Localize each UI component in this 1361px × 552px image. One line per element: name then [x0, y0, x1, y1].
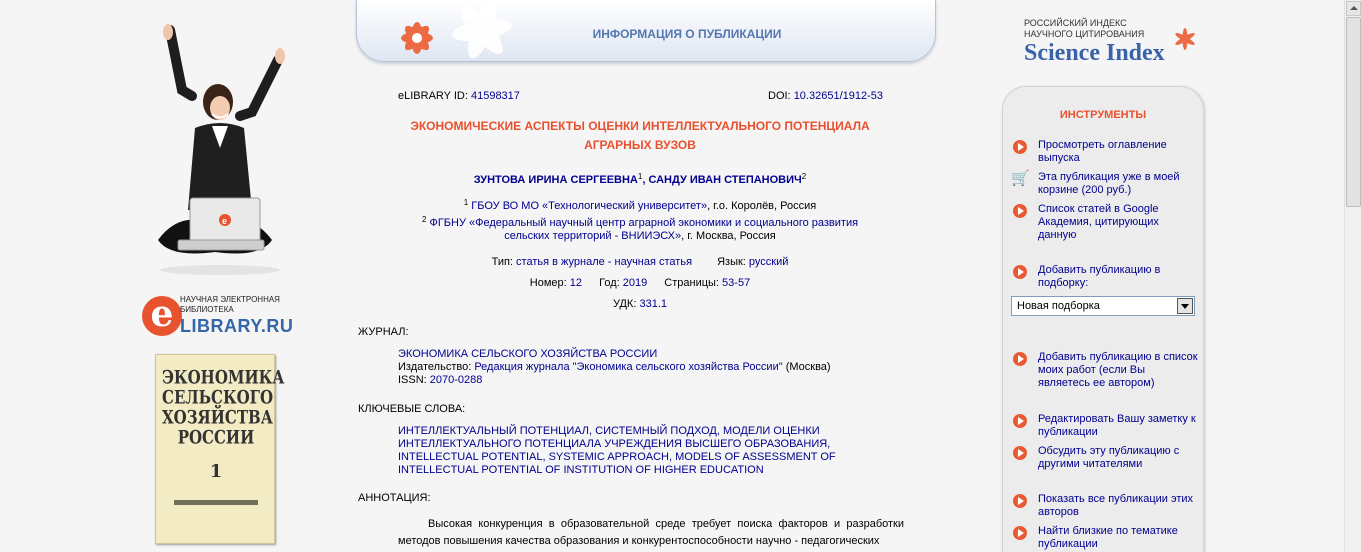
- affiliation-index: 2: [421, 215, 427, 224]
- keywords-heading: КЛЮЧЕВЫЕ СЛОВА:: [358, 403, 466, 415]
- affiliation-1: [400, 196, 880, 213]
- issue-row: [400, 277, 880, 289]
- elibrary-id-value: 41598317: [470, 90, 520, 102]
- elibrary-name: LIBRARY.RU: [180, 316, 294, 336]
- tool-label: Показать все публикации этих авторов: [1038, 493, 1194, 518]
- authors: [400, 172, 880, 186]
- udk-label: УДК:: [612, 298, 637, 310]
- affiliation-org-link[interactable]: ФГБНУ «Федеральный научный центр аграрной экономики и социального развития сельских территорий - ВНИИЭСХ»: [429, 217, 859, 242]
- journal-heading: ЖУРНАЛ:: [358, 326, 409, 338]
- elibrary-logo-mark: e: [142, 296, 182, 336]
- elibrary-id-label: eLIBRARY ID:: [398, 90, 468, 102]
- cover-number: 1: [209, 461, 223, 482]
- star-icon: [1172, 26, 1198, 52]
- year-label: Год:: [599, 277, 620, 289]
- elibrary-logo[interactable]: [142, 294, 302, 346]
- scrollbar-thumb[interactable]: [1346, 17, 1361, 207]
- type-label: Тип:: [491, 256, 513, 268]
- tools-title: ИНСТРУМЕНТЫ: [1059, 109, 1147, 121]
- affiliation-2: [400, 213, 880, 243]
- play-arrow-icon: [1013, 414, 1027, 428]
- annotation-text: Высокая конкуренция в образовательной среде требует поиска факторов и разработки методов повышения качества образования и конкурентоспособности научно - педагогических: [398, 518, 904, 547]
- shopping-cart-icon: 🛒: [1011, 170, 1030, 187]
- tool-label: Найти близкие по тематике публикации: [1038, 525, 1178, 550]
- type-language-row: [400, 256, 880, 268]
- science-index-name: Science Index: [1024, 40, 1165, 66]
- keywords-list[interactable]: ИНТЕЛЛЕКТУАЛЬНЫЙ ПОТЕНЦИАЛ, СИСТЕМНЫЙ ПОДХОД, МОДЕЛИ ОЦЕНКИ ИНТЕЛЛЕКТУАЛЬНОГО ПОТЕНЦИАЛА УЧРЕЖДЕНИЯ ВЫСШЕГО ОБРАЗОВАНИЯ, INTELLECTUAL POTENTIAL, SYSTEMIC APPROACH, MODELS OF ASSESSMENT OF INTELLECTUAL POTENTIAL OF INSTITUTION OF HIGHER EDUCATION: [398, 425, 836, 476]
- year-value: 2019: [622, 277, 648, 289]
- play-arrow-icon: [1013, 204, 1027, 218]
- author-separator: ,: [642, 174, 646, 186]
- play-arrow-icon: [1013, 446, 1027, 460]
- flower-decoration-icon: [389, 10, 445, 62]
- cover-stripe: [174, 500, 258, 505]
- doi-label: DOI:: [768, 90, 791, 102]
- issn-value: 2070-0288: [429, 374, 483, 386]
- affiliations: [400, 196, 880, 243]
- svg-text:e: e: [222, 216, 228, 226]
- info-banner: [356, 0, 936, 62]
- chevron-down-icon[interactable]: [1177, 298, 1193, 314]
- tool-label: Просмотреть оглавление выпуска: [1038, 139, 1167, 164]
- author-link[interactable]: ЗУНТОВА ИРИНА СЕРГЕЕВНА: [473, 174, 638, 186]
- flower-watermark-icon: [447, 0, 517, 62]
- language-value: русский: [748, 256, 789, 268]
- doi-link[interactable]: 10.32651/1912-53: [793, 90, 883, 102]
- number-link[interactable]: 12: [569, 277, 583, 289]
- play-arrow-icon: [1013, 140, 1027, 154]
- elibrary-caption: НАУЧНАЯ ЭЛЕКТРОННАЯ БИБЛИОТЕКА: [180, 295, 280, 314]
- author-affiliation-index: 2: [801, 172, 807, 181]
- collection-select[interactable]: [1011, 296, 1195, 316]
- publication-title: ЭКОНОМИЧЕСКИЕ АСПЕКТЫ ОЦЕНКИ ИНТЕЛЛЕКТУАЛЬНОГО ПОТЕНЦИАЛА АГРАРНЫХ ВУЗОВ: [410, 119, 870, 152]
- collection-select-value: Новая подборка: [1017, 300, 1100, 312]
- author-affiliation-index: 1: [637, 172, 643, 181]
- number-label: Номер:: [529, 277, 567, 289]
- publisher-city: (Москва): [785, 361, 831, 373]
- journal-info: [398, 348, 918, 387]
- tool-label: Добавить публикацию в список моих работ (если Вы являетесь ее автором): [1038, 351, 1198, 389]
- affiliation-org-link[interactable]: ГБОУ ВО МО «Технологический университет»: [471, 200, 708, 212]
- affiliation-index: 1: [463, 198, 469, 207]
- hero-girl-with-laptop-image: [140, 20, 290, 282]
- tool-label: Обсудить эту публикацию с другими читателями: [1038, 445, 1180, 470]
- author-link[interactable]: САНДУ ИВАН СТЕПАНОВИЧ: [648, 174, 802, 186]
- vertical-scrollbar[interactable]: [1344, 0, 1361, 552]
- pages-value: 53-57: [722, 277, 751, 289]
- publisher-label: Издательство:: [398, 361, 472, 373]
- journal-name-link[interactable]: ЭКОНОМИКА СЕЛЬСКОГО ХОЗЯЙСТВА РОССИИ: [398, 348, 658, 360]
- issn-label: ISSN:: [398, 374, 427, 386]
- play-arrow-icon: [1013, 265, 1027, 279]
- udk-row: [400, 298, 880, 310]
- annotation-heading: АННОТАЦИЯ:: [358, 492, 431, 504]
- affiliation-place: , г. Москва, Россия: [681, 230, 776, 242]
- journal-cover-image[interactable]: [155, 354, 285, 544]
- tool-label: Редактировать Вашу заметку к публикации: [1038, 413, 1196, 438]
- science-index-logo[interactable]: [1024, 18, 1204, 72]
- affiliation-place: , г.о. Королёв, Россия: [707, 200, 817, 212]
- language-label: Язык:: [717, 256, 746, 268]
- scroll-up-arrow-icon[interactable]: [1346, 1, 1361, 16]
- play-arrow-icon: [1013, 494, 1027, 508]
- publisher-link[interactable]: Редакция журнала "Экономика сельского хозяйства России": [474, 361, 783, 373]
- type-value: статья в журнале - научная статья: [516, 256, 693, 268]
- cover-title: ЭКОНОМИКА СЕЛЬСКОГО ХОЗЯЙСТВА РОССИИ: [162, 365, 285, 449]
- pages-label: Страницы:: [664, 277, 719, 289]
- tool-label: Эта публикация уже в моей корзине (200 руб.): [1038, 171, 1180, 196]
- play-arrow-icon: [1013, 526, 1027, 540]
- science-index-line2: НАУЧНОГО ЦИТИРОВАНИЯ: [1024, 29, 1145, 39]
- tools-panel: [1002, 86, 1204, 552]
- udk-value: 331.1: [639, 298, 667, 310]
- doi-block: [768, 90, 883, 102]
- page-title: ИНФОРМАЦИЯ О ПУБЛИКАЦИИ: [592, 27, 782, 41]
- tool-label: Список статей в Google Академия, цитирующих данную: [1038, 203, 1159, 241]
- science-index-line1: РОССИЙСКИЙ ИНДЕКС: [1024, 18, 1127, 28]
- ids-row: [398, 90, 883, 102]
- tool-label: Добавить публикацию в подборку:: [1038, 264, 1161, 289]
- play-arrow-icon: [1013, 352, 1027, 366]
